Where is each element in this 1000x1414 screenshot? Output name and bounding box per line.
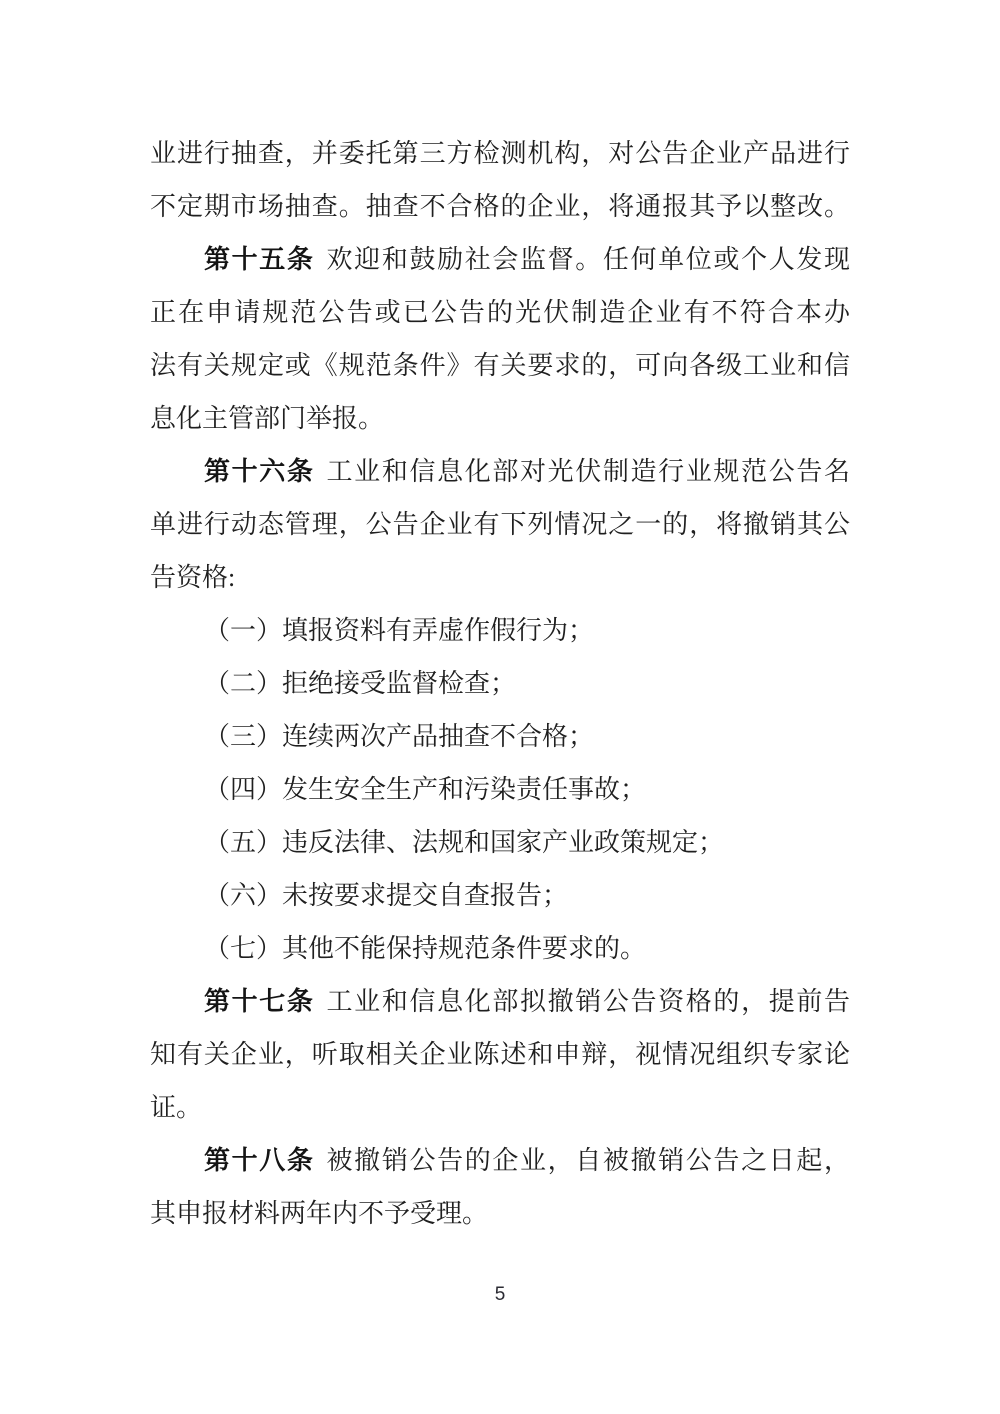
text-line: （三）连续两次产品抽查不合格； [204, 722, 595, 751]
text-line [150, 975, 850, 1028]
article-term: 第十六条 [204, 456, 315, 486]
text-line: 正在申请规范公告或已公告的光伏制造企业有不符合本办 [150, 298, 850, 327]
text-line: （六）未按要求提交自查报告； [204, 881, 569, 910]
text-line: （二）拒绝接受监督检查； [204, 669, 517, 698]
text-line: （一）填报资料有弄虚作假行为； [204, 616, 595, 645]
article-text: 工业和信息化部对光伏制造行业规范公告名 [326, 457, 850, 486]
text-line: 法有关规定或《规范条件》有关要求的，可向各级工业和信 [150, 351, 850, 380]
text-line: （七）其他不能保持规范条件要求的。 [204, 934, 647, 963]
text-line: （四）发生安全生产和污染责任事故； [204, 775, 647, 804]
text-line [150, 233, 850, 286]
text-line: 不定期市场抽查。抽查不合格的企业，将通报其予以整改。 [150, 192, 850, 221]
article-text: 被撤销公告的企业，自被撤销公告之日起， [326, 1146, 850, 1175]
page-number: 5 [494, 1284, 506, 1305]
text-line: 知有关企业，听取相关企业陈述和申辩，视情况组织专家论 [150, 1040, 850, 1069]
text-line [150, 445, 850, 498]
text-line: 息化主管部门举报。 [150, 404, 385, 433]
text-line: 证。 [150, 1093, 203, 1122]
text-line: 告资格: [150, 563, 236, 592]
text-line: 其申报材料两年内不予受理。 [150, 1199, 489, 1228]
text-line: （五）违反法律、法规和国家产业政策规定； [204, 828, 725, 857]
article-term: 第十五条 [204, 244, 315, 274]
text-line: 单进行动态管理，公告企业有下列情况之一的，将撤销其公 [150, 510, 850, 539]
article-text: 工业和信息化部拟撤销公告资格的，提前告 [326, 987, 850, 1016]
text-line: 业进行抽查，并委托第三方检测机构，对公告企业产品进行 [150, 139, 850, 168]
article-text: 欢迎和鼓励社会监督。任何单位或个人发现 [326, 245, 850, 274]
text-line [150, 1134, 850, 1187]
body-text [150, 127, 850, 1240]
article-term: 第十七条 [204, 986, 315, 1016]
article-term: 第十八条 [204, 1145, 315, 1175]
